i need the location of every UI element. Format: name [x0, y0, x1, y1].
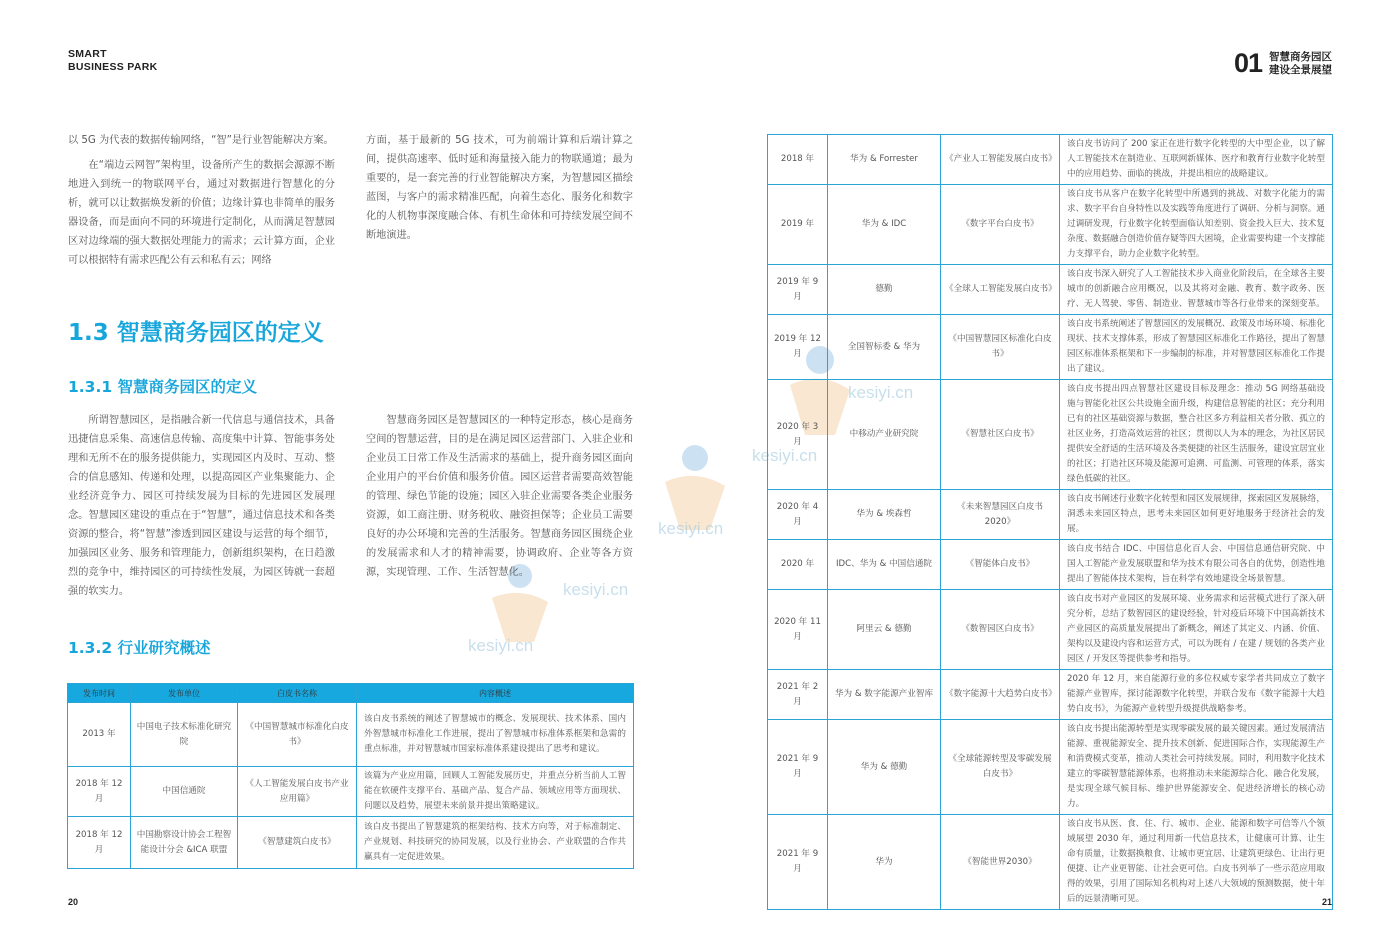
table-row — [768, 380, 1333, 490]
chapter-titles — [1269, 51, 1332, 77]
table-row — [768, 815, 1333, 910]
org-cell: IDC、华为 & 中国信通院 — [828, 540, 941, 590]
name-cell: 《未来智慧园区白皮书2020》 — [941, 490, 1060, 540]
whitepaper-table-right — [767, 134, 1333, 910]
time-cell: 2020 年 4 月 — [768, 490, 828, 540]
desc-cell: 该白皮书提出四点智慧社区建设目标及理念：推动 5G 网络基础设施与智能化社区公共设施全面升级，构建信息智能的社区；充分利用已有的社区基础资源与数据，整合社区多方利益相关者分散、孤立的社区业务，打造高效运营的社区；贯彻以人为本的理念，为社区居民提供安全舒适的生活环境及各类便捷的社区生活服务，建设宜居宜业的社区；打造社区环境及能源可追溯、可监测、可管理的体系，落实绿色低碳的社区。 — [1060, 380, 1333, 490]
name-cell: 《数字能源十大趋势白皮书》 — [941, 670, 1060, 720]
table-row — [768, 135, 1333, 185]
time-cell: 2018 年 12 月 — [68, 767, 131, 817]
chapter-marker — [1234, 48, 1332, 79]
desc-cell: 该白皮书对产业园区的发展环境、业务需求和运营模式进行了深入研究分析，总结了数智园区的建设经验，针对疫后环境下中国高新技术产业园区的高质量发展提出了新概念，阐述了其定义、内涵、价值、架构以及建设内容和运营方式，可以为既有 / 在建 / 规划的各类产业园区 / 开发区等提供参考和指导。 — [1060, 590, 1333, 670]
org-cell: 全国智标委 & 华为 — [828, 315, 941, 380]
table-row — [768, 590, 1333, 670]
time-cell: 2021 年 2 月 — [768, 670, 828, 720]
name-cell: 《智能体白皮书》 — [941, 540, 1060, 590]
paragraph: 方面，基于最新的 5G 技术，可为前端计算和后端计算之间，提供高速率、低时延和海量接入能力的物联通道；最为重要的，是一套完善的行业智能解决方案，为智慧园区描绘蓝图，与客户的需求精准匹配，向着生态化、服务化和数字化的人机物事深度融合体、有机生命体和可持续发展空间不断地演进。 — [366, 135, 633, 241]
definition-column-1 — [68, 411, 335, 601]
header-cell: 发布单位 — [131, 684, 238, 703]
org-cell: 中国信通院 — [131, 767, 238, 817]
org-cell: 阿里云 & 德勤 — [828, 590, 941, 670]
table-row — [68, 817, 634, 869]
name-cell: 《中国智慧城市标准化白皮书》 — [238, 703, 357, 767]
desc-cell: 该白皮书结合 IDC、中国信息化百人会、中国信息通信研究院、中国人工智能产业发展联盟和华为技术有限公司各自的优势，创造性地提出了智能体技术架构，旨在科学有效地建设全场景智慧。 — [1060, 540, 1333, 590]
org-cell: 中移动产业研究院 — [828, 380, 941, 490]
desc-cell: 该白皮书访问了 200 家正在进行数字化转型的大中型企业，以了解人工智能技术在制造业、互联网新媒体、医疗和教育行业数字化转型中的应用趋势、面临的挑战，并提出相应的战略建议。 — [1060, 135, 1333, 185]
desc-cell: 该白皮书从医、食、住、行、城市、企业、能源和数字可信等八个领域展望 2030 年，通过利用新一代信息技术，让健康可计算、让生命有质量，让数据换粮食、让城市更宜居、让建筑更绿色、让出行更便捷、让产业更智能、让社会更可信。白皮书列举了一些示范应用取得的效果，引用了国际知名机构对上述八大领域的预测数据，使十年后的远景清晰可见。 — [1060, 815, 1333, 910]
watermark-text: kesiyi.cn — [563, 580, 629, 599]
org-cell: 华为 — [828, 815, 941, 910]
whitepaper-table-left — [67, 683, 634, 869]
name-cell: 《智能世界2030》 — [941, 815, 1060, 910]
time-cell: 2013 年 — [68, 703, 131, 767]
desc-cell: 该白皮书深入研究了人工智能技术步入商业化阶段后，在全球各主要城市的创新融合应用概况，以及其将对金融、教育、数字政务、医疗、无人驾驶、零售、制造业、智慧城市等各行业带来的深刻变革。 — [1060, 265, 1333, 315]
watermark-text: kesiyi.cn — [752, 446, 818, 465]
org-cell: 德勤 — [828, 265, 941, 315]
brand-line1: SMART — [68, 48, 107, 60]
name-cell: 《人工智能发展白皮书产业应用篇》 — [238, 767, 357, 817]
definition-column-2 — [366, 411, 633, 582]
desc-cell: 该白皮书从客户在数字化转型中所遇到的挑战、对数字化能力的需求、数字平台自身特性以及实践等角度进行了调研、分析与洞察。通过调研发现，行业数字化转型面临认知差别、资金投入巨大、技术复杂度、数据融合创造价值存疑等四大困境，企业需要构建一个支撑能力支撑平台，助力企业数字化转型。 — [1060, 185, 1333, 265]
paragraph: 所谓智慧园区，是指融合新一代信息与通信技术，具备迅捷信息采集、高速信息传输、高度集中计算、智能事务处理和无所不在的服务提供能力，实现园区内及时、互动、整合的信息感知、传递和处理，以提高园区产业集聚能力、企业经济竞争力、园区可持续发展为目标的先进园区发展理念。智慧园区建设的重点在于“智慧”，通过信息技术和各类资源的整合，将“智慧”渗透到园区建设与运营的每个细节，加强园区业务、服务和管理能力，创新组织架构，在日趋激烈的竞争中，维持园区的可持续性发展，为园区铸就一套超强的软实力。 — [68, 415, 335, 597]
paragraph: 在“端边云网智”架构里，设备所产生的数据会源源不断地进入到统一的物联网平台，通过对数据进行智慧化的分析，就可以让数据焕发新的价值；边缘计算也非简单的服务器设备，而是面向不同的环境进行定制化，从而满足智慧园区对边缘端的强大数据处理能力的需求；云计算方面，企业可以根据特有需求匹配公有云和私有云；网络 — [68, 160, 335, 266]
desc-cell: 该白皮书提出了智慧建筑的框架结构、技术方向等，对于标准制定、产业规划、科技研究的协同发展，以及行业协会、产业联盟的合作共赢具有一定促进效果。 — [357, 817, 634, 869]
name-cell: 《数字平台白皮书》 — [941, 185, 1060, 265]
chapter-title-line2: 建设全景展望 — [1269, 63, 1332, 76]
chapter-title-line1: 智慧商务园区 — [1269, 50, 1332, 63]
name-cell: 《中国智慧园区标准化白皮书》 — [941, 315, 1060, 380]
watermark-figure-icon — [640, 440, 750, 540]
time-cell: 2020 年 11 月 — [768, 590, 828, 670]
desc-cell: 该白皮书提出能源转型是实现零碳发展的最关键因素。通过发展清洁能源、重视能源安全、提升技术创新、促进国际合作，实现能源生产和消费模式变革，推动人类社会可持续发展。同时，利用数字化技术建立的零碳智慧能源体系，也将推动未来能源综合化、融合化发展，是实现全球气候目标、维护世界能源安全、促进经济增长的核心动力。 — [1060, 720, 1333, 815]
time-cell: 2019 年 — [768, 185, 828, 265]
subsection-heading-2: 1.3.2 行业研究概述 — [68, 639, 211, 657]
page-number-right: 21 — [1321, 897, 1332, 907]
org-cell: 华为 & 埃森哲 — [828, 490, 941, 540]
paragraph: 智慧商务园区是智慧园区的一种特定形态，核心是商务空间的智慧运营，目的是在满足园区运营部门、入驻企业和企业员工日常工作及生活需求的基础上，提升商务园区面向企业用户的平台价值和服务价值。园区运营者需要高效智能的管理、绿色节能的设施；园区入驻企业需要各类企业服务资源，如工商注册、财务税收、融资担保等；企业员工需要良好的办公环境和完善的生活服务。智慧商务园区围绕企业的发展需求和人才的精神需要，协调政府、企业等各方资源，实现管理、工作、生活智慧化。 — [366, 415, 633, 578]
table-row — [768, 670, 1333, 720]
brand-line2: BUSINESS PARK — [68, 61, 158, 73]
org-cell: 华为 & IDC — [828, 185, 941, 265]
header-cell: 内容概述 — [357, 684, 634, 703]
watermark-text: kesiyi.cn — [848, 383, 914, 402]
brand-logo-text — [68, 48, 157, 74]
org-cell: 华为 & Forrester — [828, 135, 941, 185]
table-row — [68, 703, 634, 767]
name-cell: 《全球人工智能发展白皮书》 — [941, 265, 1060, 315]
desc-cell: 该篇为产业应用篇，回顾人工智能发展历史，并重点分析当前人工智能在软硬件支撑平台、基础产品、复合产品、领域应用等方面现状、问题以及趋势，展望未来前景并提出策略建议。 — [357, 767, 634, 817]
time-cell: 2019 年 12 月 — [768, 315, 828, 380]
section-heading: 1.3 智慧商务园区的定义 — [68, 320, 324, 346]
name-cell: 《智慧社区白皮书》 — [941, 380, 1060, 490]
time-cell: 2019 年 9 月 — [768, 265, 828, 315]
name-cell: 《智慧建筑白皮书》 — [238, 817, 357, 869]
time-cell: 2018 年 — [768, 135, 828, 185]
subsection-heading-1: 1.3.1 智慧商务园区的定义 — [68, 378, 258, 396]
table-row — [768, 490, 1333, 540]
time-cell: 2021 年 9 月 — [768, 815, 828, 910]
table-row — [768, 720, 1333, 815]
paragraph: 以 5G 为代表的数据传输网络，“智”是行业智能解决方案。 — [68, 135, 334, 146]
org-cell: 华为 & 德勤 — [828, 720, 941, 815]
table-row — [768, 185, 1333, 265]
org-cell: 中国勘察设计协会工程智能设计分会 &ICA 联盟 — [131, 817, 238, 869]
time-cell: 2021 年 9 月 — [768, 720, 828, 815]
table-row — [68, 767, 634, 817]
desc-cell: 该白皮书系统的阐述了智慧城市的概念、发展现状、技术体系、国内外智慧城市标准化工作进展，提出了智慧城市标准体系框架和急需的重点标准，并对智慧城市国家标准体系建设提出了思考和建议。 — [357, 703, 634, 767]
name-cell: 《全球能源转型及零碳发展白皮书》 — [941, 720, 1060, 815]
page-number-left: 20 — [68, 897, 79, 907]
org-cell: 华为 & 数字能源产业智库 — [828, 670, 941, 720]
table-row — [768, 315, 1333, 380]
time-cell: 2018 年 12 月 — [68, 817, 131, 869]
table-header-row — [68, 684, 634, 703]
desc-cell: 该白皮书系统阐述了智慧园区的发展概况、政策及市场环境、标准化现状、技术支撑体系，形成了智慧园区标准化工作路径，提出了智慧园区标准体系框架和下一步编制的标准，并对智慧园区标准化工作提出了建议。 — [1060, 315, 1333, 380]
watermark-text: kesiyi.cn — [468, 636, 534, 655]
desc-cell: 该白皮书阐述行业数字化转型和园区发展规律，探索园区发展脉络，洞悉未来园区特点，思考未来园区如何更好地服务于经济社会的发展。 — [1060, 490, 1333, 540]
intro-column-1 — [68, 131, 335, 270]
watermark-text: kesiyi.cn — [658, 519, 724, 538]
org-cell: 中国电子技术标准化研究院 — [131, 703, 238, 767]
time-cell: 2020 年 3 月 — [768, 380, 828, 490]
time-cell: 2020 年 — [768, 540, 828, 590]
header-cell: 发布时间 — [68, 684, 131, 703]
name-cell: 《产业人工智能发展白皮书》 — [941, 135, 1060, 185]
table-row — [768, 265, 1333, 315]
header-cell: 白皮书名称 — [238, 684, 357, 703]
name-cell: 《数智园区白皮书》 — [941, 590, 1060, 670]
intro-column-2 — [366, 131, 633, 245]
chapter-number: 01 — [1233, 48, 1262, 78]
desc-cell: 2020 年 12 月，来自能源行业的多位权威专家学者共同成立了数字能源产业智库，探讨能源数字化转型，并联合发布《数字能源十大趋势白皮书》，为能源产业转型升级提供战略参考。 — [1060, 670, 1333, 720]
table-row — [768, 540, 1333, 590]
